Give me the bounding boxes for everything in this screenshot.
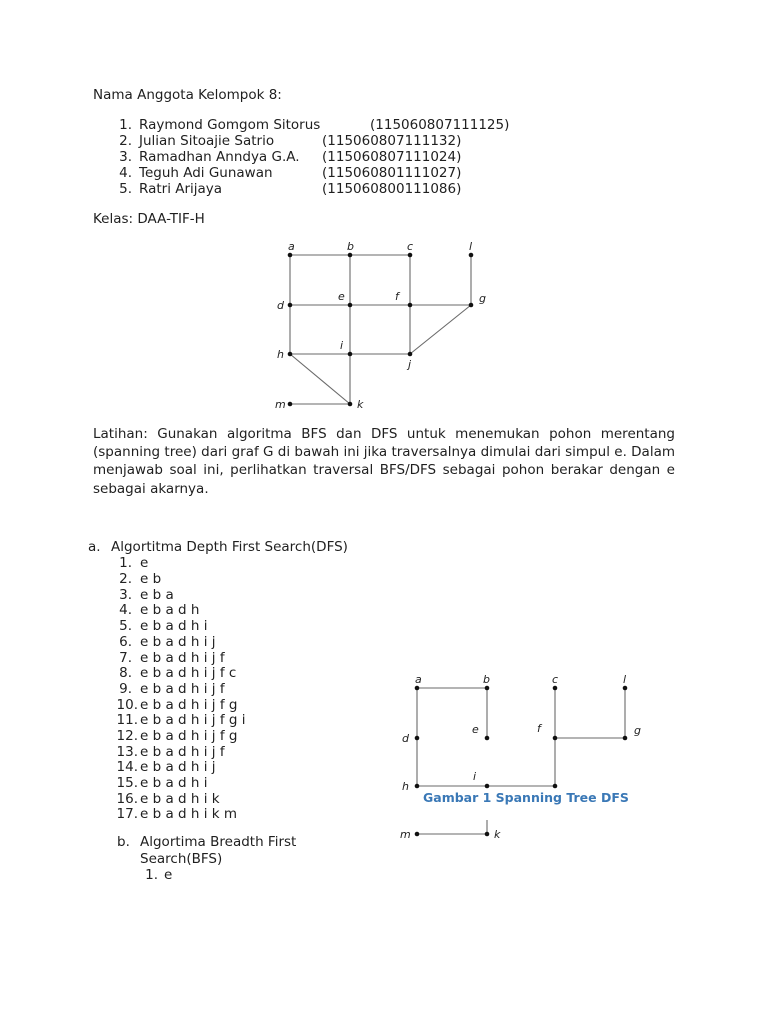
member-nim: (115060800111086) bbox=[322, 181, 462, 197]
step-text: e b a d h i j bbox=[140, 759, 216, 775]
member-name: Raymond Gomgom Sitorus bbox=[139, 117, 321, 133]
step-number: 16. bbox=[116, 791, 138, 807]
step-text: e b a d h i k bbox=[140, 791, 220, 807]
node-d bbox=[288, 303, 293, 308]
step-number: 15. bbox=[116, 775, 138, 791]
node-g bbox=[469, 303, 474, 308]
step-number: 1. bbox=[145, 867, 158, 883]
section-b-title-line1: Algortima Breadth First bbox=[140, 834, 297, 850]
step-number: 6. bbox=[119, 634, 132, 650]
step-text: e b a bbox=[140, 587, 174, 603]
node-e bbox=[348, 303, 353, 308]
edge-j-g bbox=[410, 305, 471, 354]
member-name: Ratri Arijaya bbox=[139, 181, 223, 197]
tree-label-h: h bbox=[402, 780, 409, 793]
label-b: b bbox=[347, 240, 354, 253]
step-text: e b a d h i k m bbox=[140, 806, 238, 822]
member-name: Teguh Adi Gunawan bbox=[139, 165, 273, 181]
tree-node-b bbox=[485, 686, 490, 691]
member-name: Ramadhan Anndya G.A. bbox=[139, 149, 300, 165]
step-text: e b a d h i j f bbox=[140, 650, 225, 666]
tree-node-m bbox=[415, 832, 420, 837]
tree-label-l: l bbox=[623, 673, 627, 686]
step-text: e b a d h i j bbox=[140, 634, 216, 650]
tree-node-f bbox=[553, 736, 558, 741]
step-number: 1. bbox=[119, 555, 132, 571]
edge-h-k bbox=[290, 354, 350, 404]
member-nim: (115060807111125) bbox=[370, 117, 510, 133]
step-number: 5. bbox=[119, 618, 132, 634]
member-number: 2. bbox=[119, 133, 132, 149]
tree-node-d bbox=[415, 736, 420, 741]
member-nim: (115060807111024) bbox=[322, 149, 462, 165]
label-j: j bbox=[408, 358, 412, 371]
label-m: m bbox=[275, 398, 286, 411]
tree-label-g: g bbox=[634, 724, 641, 737]
tree-node-h bbox=[415, 784, 420, 789]
step-number: 14. bbox=[116, 759, 138, 775]
tree-node-j bbox=[553, 784, 558, 789]
section-b-title-line2: Search(BFS) bbox=[140, 851, 223, 867]
step-text: e b a d h i j f g bbox=[140, 697, 238, 713]
tree-label-i: i bbox=[473, 770, 477, 783]
member-number: 3. bbox=[119, 149, 132, 165]
label-f: f bbox=[395, 290, 399, 303]
node-j bbox=[408, 352, 413, 357]
step-text: e b a d h i bbox=[140, 775, 208, 791]
step-text: e b a d h i j f g i bbox=[140, 712, 246, 728]
step-number: 9. bbox=[119, 681, 132, 697]
step-text: e b a d h i j f g bbox=[140, 728, 238, 744]
tree-label-b: b bbox=[483, 673, 490, 686]
step-number: 12. bbox=[116, 728, 138, 744]
step-text: e bbox=[164, 867, 173, 883]
label-l: l bbox=[469, 240, 473, 253]
label-g: g bbox=[479, 292, 486, 305]
tree-label-a: a bbox=[415, 673, 422, 686]
step-text: e b a d h i j f bbox=[140, 744, 225, 760]
step-number: 8. bbox=[119, 665, 132, 681]
tree-caption: Gambar 1 Spanning Tree DFS bbox=[423, 790, 629, 805]
label-e: e bbox=[338, 290, 345, 303]
label-d: d bbox=[277, 299, 284, 312]
section-b-marker: b. bbox=[117, 834, 130, 850]
step-number: 11. bbox=[116, 712, 138, 728]
step-text: e b bbox=[140, 571, 162, 587]
tree-label-m: m bbox=[400, 828, 411, 841]
step-number: 3. bbox=[119, 587, 132, 603]
node-l bbox=[469, 253, 474, 258]
label-k: k bbox=[357, 398, 364, 411]
group-title: Nama Anggota Kelompok 8: bbox=[93, 87, 282, 103]
member-nim: (115060807111132) bbox=[322, 133, 462, 149]
tree-node-i bbox=[485, 784, 490, 789]
member-name: Julian Sitoajie Satrio bbox=[139, 133, 275, 149]
step-number: 2. bbox=[119, 571, 132, 587]
tree-label-c: c bbox=[552, 673, 559, 686]
member-number: 1. bbox=[119, 117, 132, 133]
node-f bbox=[408, 303, 413, 308]
node-h bbox=[288, 352, 293, 357]
tree-node-a bbox=[415, 686, 420, 691]
step-number: 13. bbox=[116, 744, 138, 760]
node-a bbox=[288, 253, 293, 258]
tree-node-c bbox=[553, 686, 558, 691]
tree-label-d: d bbox=[402, 732, 409, 745]
member-nim: (115060801111027) bbox=[322, 165, 462, 181]
node-m bbox=[288, 402, 293, 407]
tree-node-k bbox=[485, 832, 490, 837]
step-text: e b a d h i bbox=[140, 618, 208, 634]
section-a-marker: a. bbox=[88, 539, 101, 555]
node-b bbox=[348, 253, 353, 258]
node-c bbox=[408, 253, 413, 258]
step-number: 4. bbox=[119, 602, 132, 618]
tree-label-k: k bbox=[494, 828, 501, 841]
tree-node-e bbox=[485, 736, 490, 741]
label-i: i bbox=[340, 339, 344, 352]
label-a: a bbox=[288, 240, 295, 253]
node-i bbox=[348, 352, 353, 357]
step-text: e b a d h i j f bbox=[140, 681, 225, 697]
step-number: 10. bbox=[116, 697, 138, 713]
step-number: 17. bbox=[116, 806, 138, 822]
exercise-text: Latihan: Gunakan algoritma BFS dan DFS untuk menemukan pohon merentang (spanning tree) dari graf G di bawah ini jika traversalnya dimulai dari simpul e. Dalam menjawab soal ini, perlihatkan traversal BFS/DFS sebagai pohon berakar dengan e sebagai akarnya. bbox=[93, 426, 675, 497]
dfs-spanning-tree-figure bbox=[394, 670, 654, 850]
step-text: e bbox=[140, 555, 149, 571]
label-c: c bbox=[407, 240, 414, 253]
graph-g-figure bbox=[268, 236, 498, 416]
section-a-title: Algortitma Depth First Search(DFS) bbox=[111, 539, 348, 555]
tree-node-g bbox=[623, 736, 628, 741]
label-h: h bbox=[277, 348, 284, 361]
tree-node-l bbox=[623, 686, 628, 691]
class-label: Kelas: DAA-TIF-H bbox=[93, 211, 205, 227]
member-number: 4. bbox=[119, 165, 132, 181]
step-number: 7. bbox=[119, 650, 132, 666]
tree-label-e: e bbox=[472, 723, 479, 736]
member-number: 5. bbox=[119, 181, 132, 197]
node-k bbox=[348, 402, 353, 407]
step-text: e b a d h i j f c bbox=[140, 665, 237, 681]
step-text: e b a d h bbox=[140, 602, 200, 618]
tree-label-f: f bbox=[537, 722, 541, 735]
